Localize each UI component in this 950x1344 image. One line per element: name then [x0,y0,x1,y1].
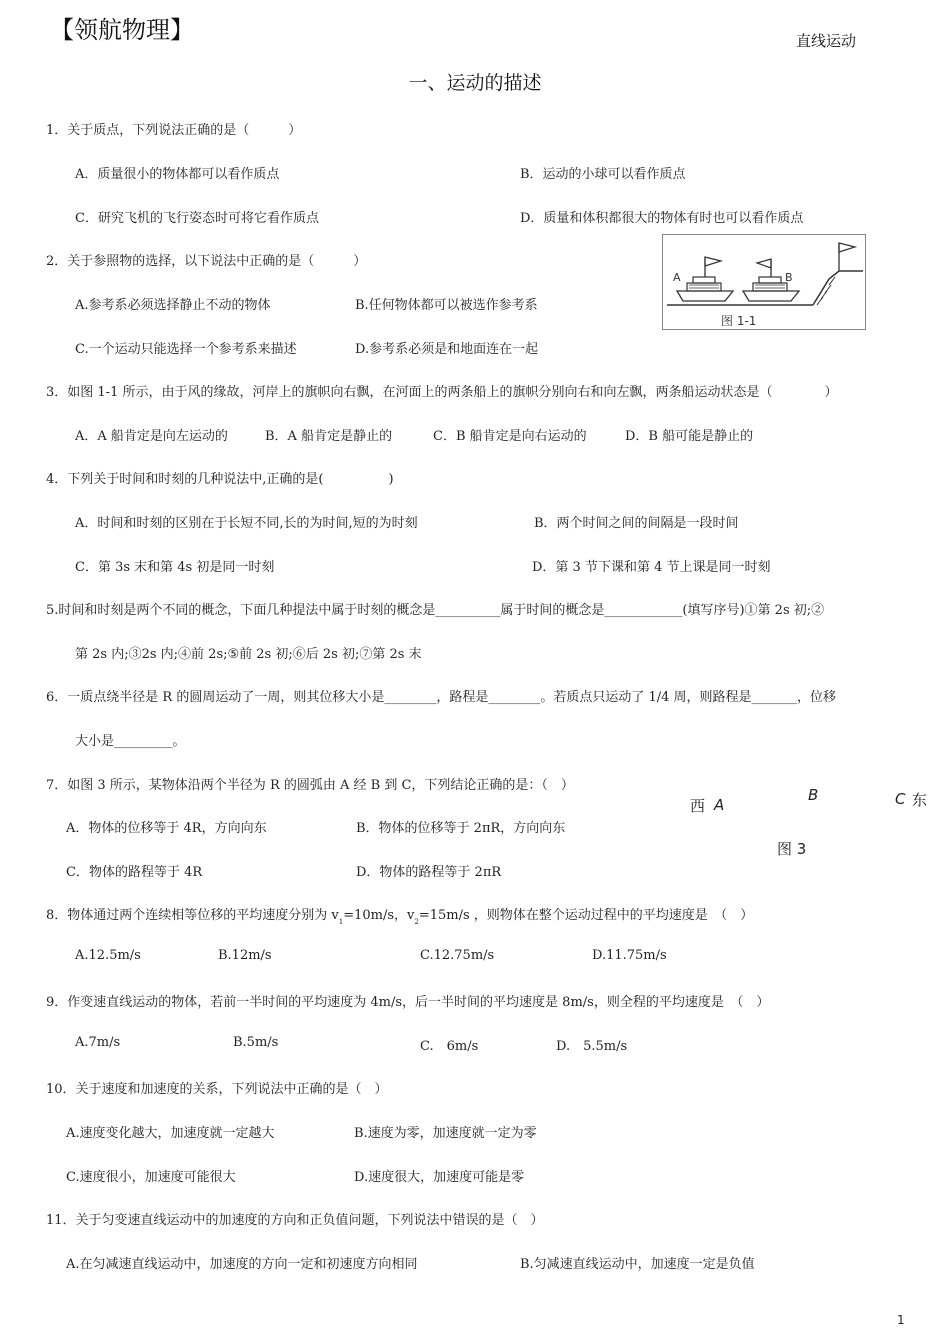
q9-option-d: D. 5.5m/s [556,1039,628,1054]
q8-stem-mid: =10m/s，v [343,908,415,923]
q7-option-c: C．物体的路程等于 4R [66,865,203,880]
q1-option-c: C．研究飞机的飞行姿态时可将它看作质点 [75,211,319,226]
q3-option-b: B．A 船肯定是静止的 [265,429,393,444]
q8-option-b: B.12m/s [218,948,272,963]
q9-option-b: B.5m/s [233,1035,279,1050]
boat-b-label: B [785,271,793,284]
q10-option-a: A.速度变化越大，加速度就一定越大 [66,1126,275,1141]
figure-3-west: 西 [690,797,706,815]
q5-line-1: 5.时间和时刻是两个不同的概念，下面几种提法中属于时刻的概念是__________属于时间的概念是____________(填写序号)①第 2s 初;② [46,603,825,618]
q4-option-d: D．第 3 节下课和第 4 节上课是同一时刻 [532,560,771,575]
q8-sub-2: 2 [414,918,419,926]
q7-option-b: B．物体的位移等于 2πR，方向向东 [356,821,566,836]
q2-option-b: B.任何物体都可以被选作参考系 [355,298,538,313]
q9-option-c: C. 6m/s [420,1039,479,1054]
q4-option-c: C．第 3s 末和第 4s 初是同一时刻 [75,560,275,575]
q8-stem [46,904,753,926]
q5-line-2: 第 2s 内;③2s 内;④前 2s;⑤前 2s 初;⑥后 2s 初;⑦第 2s 末 [75,647,422,662]
q2-option-a: A.参考系必须选择静止不动的物体 [75,298,271,313]
q9-stem: 9．作变速直线运动的物体，若前一半时间的平均速度为 4m/s，后一半时间的平均速度是 8m/s，则全程的平均速度是 （ ） [46,995,770,1010]
q1-option-d: D．质量和体积都很大的物体有时也可以看作质点 [520,211,804,226]
q8-option-a: A.12.5m/s [75,948,141,963]
q6-line-1: 6．一质点绕半径是 R 的圆周运动了一周，则其位移大小是________，路程是________。若质点只运动了 1/4 周，则路程是_______，位移 [46,690,837,705]
q11-option-b: B.匀减速直线运动中，加速度一定是负值 [520,1257,755,1272]
q10-option-d: D.速度很大，加速度可能是零 [354,1170,525,1185]
q8-option-d: D.11.75m/s [592,948,667,963]
figure-3-point-a: A [714,796,725,814]
boat-a-label: A [673,271,681,284]
q1-option-a: A．质量很小的物体都可以看作质点 [75,167,280,182]
q7-option-d: D．物体的路程等于 2πR [356,865,502,880]
figure-1-1-caption: 图 1-1 [721,314,757,328]
q8-option-c: C.12.75m/s [420,948,495,963]
section-title: 一、运动的描述 [408,72,542,94]
chapter-title: 直线运动 [796,32,857,50]
q10-option-c: C.速度很小，加速度可能很大 [66,1170,236,1185]
figure-1-1 [662,234,866,330]
q2-option-c: C.一个运动只能选择一个参考系来描述 [75,342,297,357]
q3-stem: 3．如图 1-1 所示，由于风的缘故，河岸上的旗帜向右飘，在河面上的两条船上的旗帜分别向右和向左飘，两条船运动状态是（ ） [46,385,838,400]
q10-stem: 10．关于速度和加速度的关系，下列说法中正确的是（ ） [46,1082,388,1097]
q1-stem: 1．关于质点，下列说法正确的是（ ） [46,123,302,138]
q10-option-b: B.速度为零，加速度就一定为零 [354,1126,537,1141]
figure-3-caption: 图 3 [777,840,807,858]
q8-stem-pre: 8．物体通过两个连续相等位移的平均速度分别为 v [46,908,339,923]
q2-option-d: D.参考系必须是和地面连在一起 [355,342,539,357]
q8-sub-1: 1 [338,918,344,926]
q11-option-a: A.在匀减速直线运动中，加速度的方向一定和初速度方向相同 [66,1257,418,1272]
q6-line-2: 大小是_________。 [75,734,186,749]
q4-option-a: A．时间和时刻的区别在于长短不同,长的为时间,短的为时刻 [75,516,418,531]
q2-stem: 2．关于参照物的选择，以下说法中正确的是（ ） [46,254,367,269]
q8-stem-post: =15m/s ，则物体在整个运动过程中的平均速度是 （ ） [418,908,754,923]
q11-stem: 11．关于匀变速直线运动中的加速度的方向和正负值问题，下列说法中错误的是（ ） [46,1213,544,1228]
q3-option-c: C．B 船肯定是向右运动的 [433,429,587,444]
boats-flags-illustration [663,235,865,329]
q3-option-d: D．B 船可能是静止的 [625,429,754,444]
q7-option-a: A．物体的位移等于 4R，方向向东 [66,821,267,836]
q1-option-b: B．运动的小球可以看作质点 [520,167,686,182]
figure-3-point-c: C [895,790,906,808]
q3-option-a: A．A 船肯定是向左运动的 [75,429,228,444]
brand-title: 【领航物理】 [50,16,194,44]
q4-option-b: B．两个时间之间的间隔是一段时间 [534,516,739,531]
page-number: 1 [897,1313,905,1327]
q7-stem: 7．如图 3 所示，某物体沿两个半径为 R 的圆弧由 A 经 B 到 C，下列结论正确的是：（ ） [46,778,574,793]
figure-3-point-b: B [808,786,819,804]
figure-3-east: 东 [912,791,928,809]
q4-stem: 4．下列关于时间和时刻的几种说法中,正确的是( ) [46,472,394,487]
q9-option-a: A.7m/s [75,1035,121,1050]
